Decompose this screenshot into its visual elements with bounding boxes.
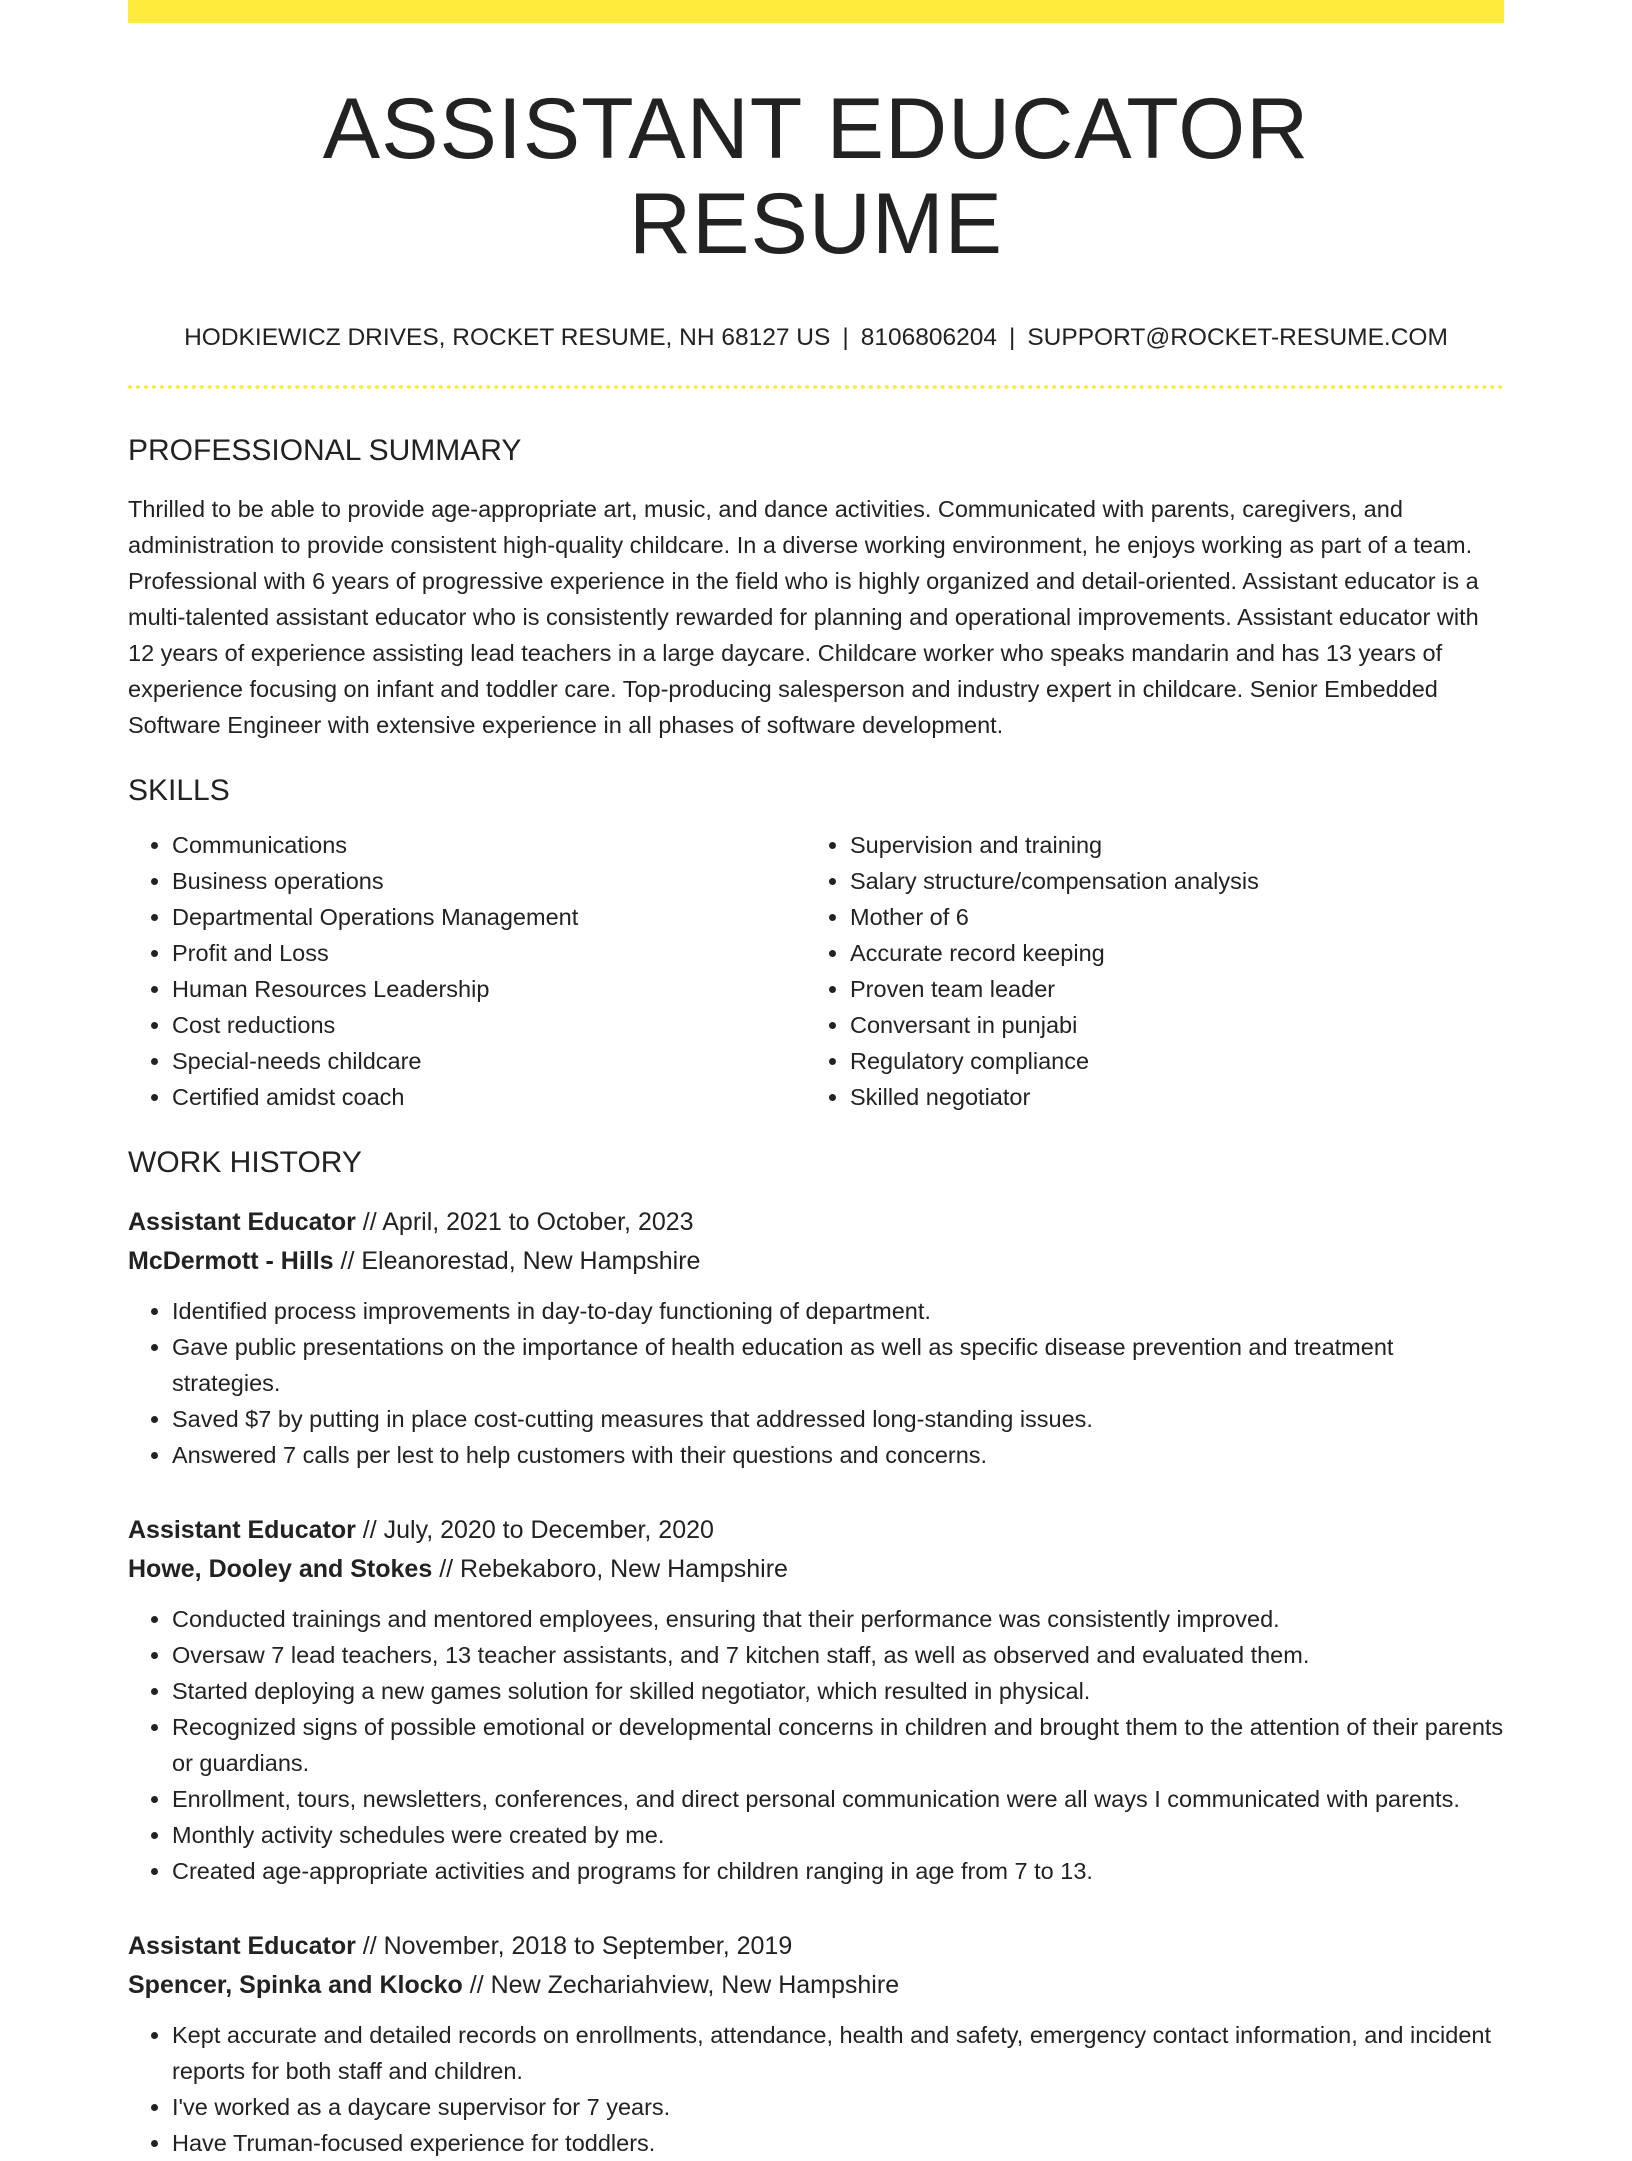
- job-bullet: • Started deploying a new games solution for skilled negotiator, which resulted in physical.: [172, 1673, 1504, 1709]
- contact-email: SUPPORT@ROCKET-RESUME.COM: [1027, 324, 1448, 352]
- skill-item: • Skilled negotiator: [850, 1079, 1484, 1115]
- job-bullets: [128, 2017, 1504, 2161]
- job-bullet: • Created age-appropriate activities and programs for children ranging in age from 7 to 13.: [172, 1853, 1504, 1889]
- skills-column-left: [128, 827, 806, 1115]
- contact-phone: 8106806204: [860, 324, 997, 352]
- job-bullet: • Conducted trainings and mentored employees, ensuring that their performance was consistently improved.: [172, 1601, 1504, 1637]
- job-bullet: • Enrollment, tours, newsletters, conferences, and direct personal communication were all ways I communicated with parents.: [172, 1781, 1504, 1817]
- job-bullet: • Oversaw 7 lead teachers, 13 teacher assistants, and 7 kitchen staff, as well as observed and evaluated them.: [172, 1637, 1504, 1673]
- job-role: Assistant Educator: [128, 1207, 356, 1236]
- skill-item: • Accurate record keeping: [850, 935, 1484, 971]
- skills-column-right: [806, 827, 1484, 1115]
- job-company: McDermott - Hills: [128, 1246, 334, 1275]
- skills-list: [128, 827, 1504, 1115]
- job-dates: // November, 2018 to September, 2019: [355, 1931, 793, 1960]
- contact-line: [128, 323, 1504, 352]
- job-entry: [128, 1927, 1504, 2161]
- job-bullet: • Recognized signs of possible emotional or developmental concerns in children and brought them to the attention of their parents or guardians.: [172, 1709, 1504, 1781]
- skill-item: • Cost reductions: [172, 1007, 806, 1043]
- skill-item: • Regulatory compliance: [850, 1043, 1484, 1079]
- job-entry: [128, 1203, 1504, 1473]
- skill-item: • Mother of 6: [850, 899, 1484, 935]
- contact-separator: |: [842, 324, 849, 352]
- job-bullet: • Saved $7 by putting in place cost-cutting measures that addressed long-standing issues.: [172, 1401, 1504, 1437]
- job-role: Assistant Educator: [128, 1515, 356, 1544]
- job-bullet: • Gave public presentations on the importance of health education as well as specific disease prevention and treatment strategies.: [172, 1329, 1504, 1401]
- resume-title: ASSISTANT EDUCATOR RESUME: [322, 81, 1310, 272]
- job-company-line: [128, 1966, 1504, 2005]
- skill-item: • Human Resources Leadership: [172, 971, 806, 1007]
- job-entry: [128, 1511, 1504, 1889]
- job-role-line: [128, 1927, 1504, 1966]
- summary-text: Thrilled to be able to provide age-appropriate art, music, and dance activities. Communicated with parents, caregivers, and administration to provide consistent high-quality childcare. In a diverse working environment, he enjoys working as part of a team. Professional with 6 years of progressive experience in the field who is highly organized and detail-oriented. Assistant educator is a multi-talented assistant educator who is consistently rewarded for planning and operational improvements. Assistant educator with 12 years of experience assisting lead teachers in a large daycare. Childcare worker who speaks mandarin and has 13 years of experience focusing on infant and toddler care. Top-producing salesperson and industry expert in childcare. Senior Embedded Software Engineer with extensive experience in all phases of software development.: [128, 495, 1479, 738]
- skill-item: • Conversant in punjabi: [850, 1007, 1484, 1043]
- job-bullet: • Monthly activity schedules were created by me.: [172, 1817, 1504, 1853]
- work-history-heading: WORK HISTORY: [128, 1145, 362, 1179]
- skill-item: • Salary structure/compensation analysis: [850, 863, 1484, 899]
- job-location: // Eleanorestad, New Hampshire: [333, 1246, 701, 1275]
- job-role-line: [128, 1203, 1504, 1242]
- job-company-line: [128, 1242, 1504, 1281]
- job-bullet: • I've worked as a daycare supervisor for 7 years.: [172, 2089, 1504, 2125]
- job-role-line: [128, 1511, 1504, 1550]
- job-dates: // July, 2020 to December, 2020: [355, 1515, 714, 1544]
- skill-item: • Departmental Operations Management: [172, 899, 806, 935]
- skill-item: • Special-needs childcare: [172, 1043, 806, 1079]
- contact-address: HODKIEWICZ DRIVES, ROCKET RESUME, NH 68127 US: [184, 324, 831, 352]
- job-location: // Rebekaboro, New Hampshire: [432, 1554, 788, 1583]
- job-role: Assistant Educator: [128, 1931, 356, 1960]
- job-bullet: • Answered 7 calls per lest to help customers with their questions and concerns.: [172, 1437, 1504, 1473]
- contact-separator: |: [1008, 324, 1016, 352]
- job-bullets: [128, 1601, 1504, 1889]
- job-bullet: • Have Truman-focused experience for toddlers.: [172, 2125, 1504, 2161]
- skill-item: • Business operations: [172, 863, 806, 899]
- accent-top-bar: [128, 0, 1504, 23]
- skill-item: • Profit and Loss: [172, 935, 806, 971]
- job-bullet: • Kept accurate and detailed records on enrollments, attendance, health and safety, emergency contact information, and incident reports for both staff and children.: [172, 2017, 1504, 2089]
- job-company: Howe, Dooley and Stokes: [128, 1554, 433, 1583]
- job-bullet: • Identified process improvements in day-to-day functioning of department.: [172, 1293, 1504, 1329]
- job-location: // New Zechariahview, New Hampshire: [462, 1970, 900, 1999]
- job-bullets: [128, 1293, 1504, 1473]
- skill-item: • Communications: [172, 827, 806, 863]
- summary-heading: PROFESSIONAL SUMMARY: [128, 433, 522, 467]
- skills-heading: SKILLS: [128, 773, 230, 807]
- resume-page: [128, 0, 1504, 2161]
- job-company: Spencer, Spinka and Klocko: [128, 1970, 463, 1999]
- skill-item: • Proven team leader: [850, 971, 1484, 1007]
- job-company-line: [128, 1550, 1504, 1589]
- skill-item: • Certified amidst coach: [172, 1079, 806, 1115]
- dotted-divider: [128, 385, 1504, 389]
- job-dates: // April, 2021 to October, 2023: [355, 1207, 694, 1236]
- skill-item: • Supervision and training: [850, 827, 1484, 863]
